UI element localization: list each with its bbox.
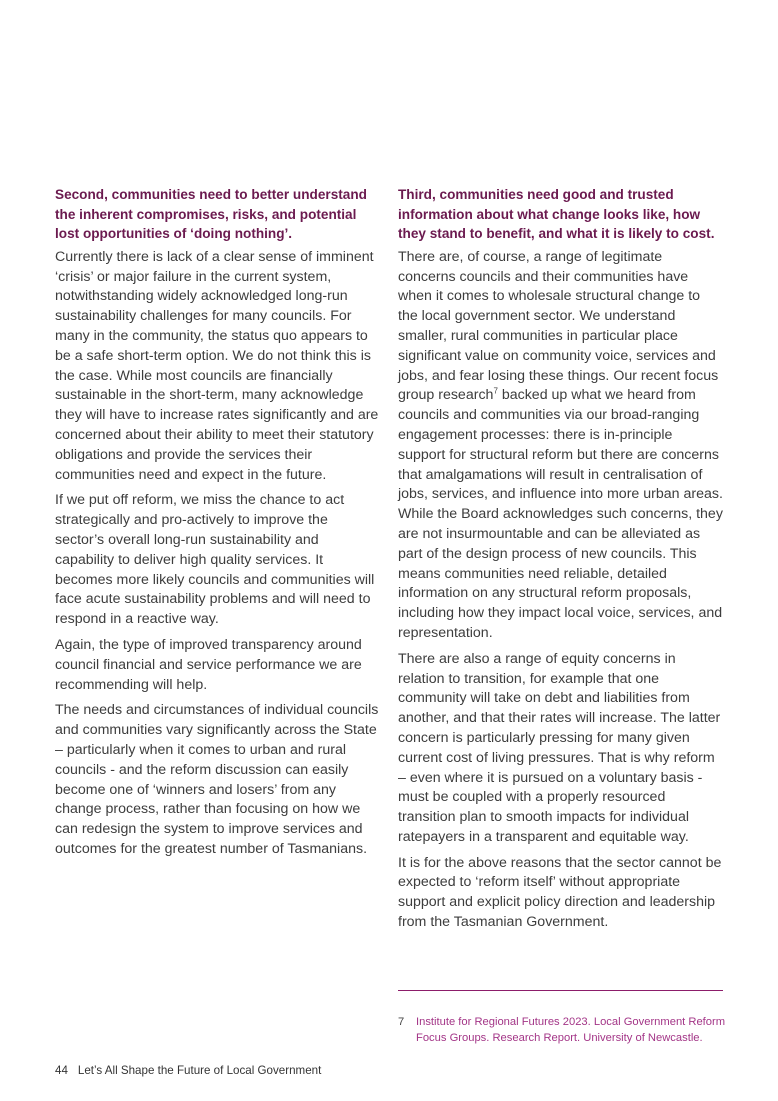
paragraph-crisis: Currently there is lack of a clear sense of imminent ‘crisis’ or major failure in the current system, notwithstanding widely acknowledged long-run sustainability challenges for many councils. For many in the community, the status quo appears to be a safe short-term option. We do not think this is the case. While most councils are financially sustainable in the short-term, many acknowledge they will have to increase rates significantly and are concerned about their ability to meet their statutory obligations and provide the services their communities need and expect in the future.: [55, 248, 379, 483]
section-heading-trusted-information: Third, communities need good and trusted information about what change looks like, how they stand to benefit, and what it is likely to cost.: [398, 187, 715, 242]
footnote-text: Institute for Regional Futures 2023. Local Government Reform Focus Groups. Research Report. University of Newcastle.: [416, 1016, 726, 1044]
footnote: [398, 1015, 728, 1046]
section-heading-doing-nothing: Second, communities need to better understand the inherent compromises, risks, and potential lost opportunities of ‘doing nothing’.: [55, 187, 367, 242]
left-column: [55, 185, 380, 866]
footnote-number: 7: [398, 1016, 405, 1028]
paragraph-text-before-ref: There are, of course, a range of legitimate concerns councils and their communities have when it comes to wholesale structural change to the local government sector. We understand smaller, rural communities in particular place significant value on community voice, services and jobs, and fear losing these things. Our recent focus group research: [398, 248, 719, 404]
footnote-divider: [398, 990, 723, 991]
paragraph-put-off-reform: If we put off reform, we miss the chance to act strategically and pro-actively to improve the sector’s overall long-run sustainability and capability to deliver high quality services. It becomes more likely councils and communities will face acute sustainability problems and will need to respond in a reactive way.: [55, 492, 375, 628]
paragraph-transparency: Again, the type of improved transparency around council financial and service performance we are recommending will help.: [55, 636, 362, 693]
footnote-reference[interactable]: 7: [493, 386, 498, 396]
document-title: Let’s All Shape the Future of Local Government: [77, 1064, 322, 1077]
paragraph-reform-itself: It is for the above reasons that the sector cannot be expected to ‘reform itself’ without appropriate support and explicit policy direction and leadership from the Tasmanian Government.: [398, 854, 722, 931]
page-footer: [55, 1064, 321, 1077]
page-number: 44: [55, 1064, 68, 1077]
paragraph-equity-concerns: There are also a range of equity concerns in relation to transition, for example that one community will take on debt and liabilities from another, and that their rates will increase. The latter concern is particularly pressing for many given current cost of living pressures. That is why reform – even where it is pursued on a voluntary basis - must be coupled with a properly resourced transition plan to smooth impacts for individual ratepayers in a transparent and equitable way.: [398, 650, 721, 845]
paragraph-legitimate-concerns: [398, 248, 723, 644]
right-column: [398, 185, 723, 939]
paragraph-needs-circumstances: The needs and circumstances of individual councils and communities vary significantly across the State – particularly when it comes to urban and rural councils - and the reform discussion can easily become one of ‘winners and losers’ from any change process, rather than focusing on how we can redesign the system to improve services and outcomes for the greatest number of Tasmanians.: [55, 702, 379, 857]
paragraph-text-after-ref: backed up what we heard from councils and communities via our broad-ranging engagement processes: there is in-principle support for structural reform but there are concerns that amalgamations will result in centralisation of jobs, services, and influence into more urban areas. While the Board acknowledges such concerns, they are not insurmountable and can be alleviated as part of the design process of new councils. This means communities need reliable, detailed information on any structural reform proposals, including how they impact local voice, services, and representation.: [398, 387, 723, 641]
